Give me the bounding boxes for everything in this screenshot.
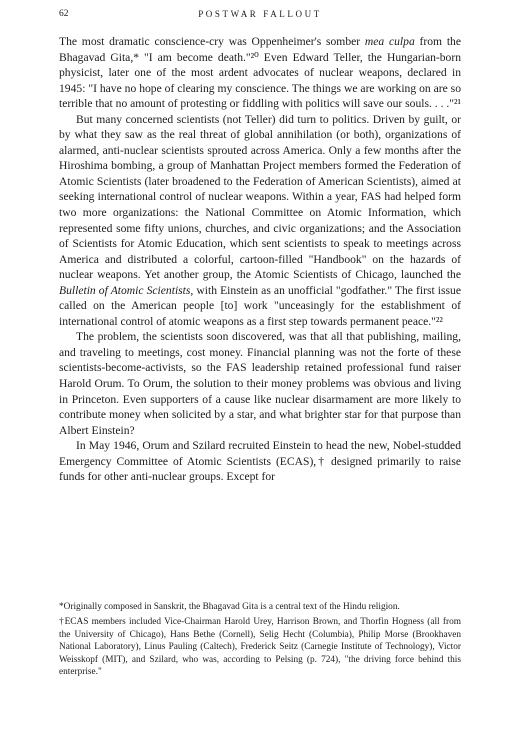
footnotes — [59, 601, 461, 678]
paragraph-4 — [59, 438, 461, 485]
book-page — [59, 0, 461, 751]
body-text — [59, 34, 461, 485]
page-number: 62 — [59, 9, 69, 19]
paragraph-1 — [59, 34, 461, 112]
paragraph-2-pre: But many concerned scientists (not Teller) did turn to politics. Driven by guilt, or by what they saw as the real threat of global annihilation (or both), organizations of alarmed, anti-nuclear scientists sprouted across America. Only a few months after the Hiroshima bombing, a group of Manhattan Project members formed the Federation of Atomic Scientists (later broadened to the Federation of American Scientists), aimed at seeking international control of nuclear weapons. Within a year, FAS had helped form two more organizations: the National Committee on Atomic Information, which represented some fifty unions, churches, and civic organizations; and the Association of Scientists for Atomic Education, which sent scientists to speak to meetings across America and distributed a colorful, cartoon-filled "Handbook" on the hazards of nuclear weapons. Yet another group, the Atomic Scientists of Chicago, launched the — [59, 112, 461, 282]
paragraph-1-post: from the Bhagavad Gita,* "I am become death."²⁰ Even Edward Teller, the Hungarian-born physicist, later one of the most ardent advocates of nuclear weapons, declared in 1945: "I have no hope of clearing my conscience. The things we are working on are so terrible that no amount of protesting or fiddling with politics will save our souls. . . ."²¹ — [59, 35, 461, 111]
running-head: POSTWAR FALLOUT — [198, 9, 322, 19]
paragraph-1-italic: mea culpa — [364, 35, 415, 48]
paragraph-2-post: with Einstein as an unofficial "godfather." The first issue called on the American people [to] work "unceasingly for the establishment of international control of atomic weapons as a first step towards permanent peace."²² — [59, 283, 461, 328]
footnote-2: †ECAS members included Vice-Chairman Harold Urey, Harrison Brown, and Thorfin Hogness (all from the University of Chicago), Hans Bethe (Cornell), Selig Hecht (Columbia), Philip Morse (Brookhaven National Laboratory), Linus Pauling (Caltech), Frederick Seitz (Carnegie Institute of Technology), Victor Weisskopf (MIT), and Szilard, who was, according to Pelsing (p. 724), "the driving force behind this enterprise." — [59, 617, 461, 678]
paragraph-3-pre: The problem, the scientists soon discovered, was that all that publishing, mailing, and traveling to meetings, cost money. Financial planning was not the forte of these scientists-become-activists, so the FAS leadership retained professional fund raiser Harold Orum. To Orum, the solution to their money problems was obvious and living in Princeton. Even supporters of a cause like nuclear disarmament are more likely to contribute money when solicited by a star, and what brighter star for that purpose than Albert Einstein? — [59, 330, 461, 437]
footnote-1: *Originally composed in Sanskrit, the Bhagavad Gita is a central text of the Hindu religion. — [59, 602, 400, 612]
paragraph-2-italic: Bulletin of Atomic Scientists, — [59, 283, 194, 297]
paragraph-1-pre: The most dramatic conscience-cry was Oppenheimer's somber — [59, 35, 365, 48]
paragraph-4-pre: In May 1946, Orum and Szilard recruited Einstein to head the new, Nobel-studded Emergency Committee of Atomic Scientists (ECAS),† designed primarily to raise funds for other anti-nuclear groups. Except for — [59, 439, 461, 484]
page-header — [59, 9, 461, 23]
paragraph-3 — [59, 329, 461, 438]
paragraph-2 — [59, 112, 461, 330]
